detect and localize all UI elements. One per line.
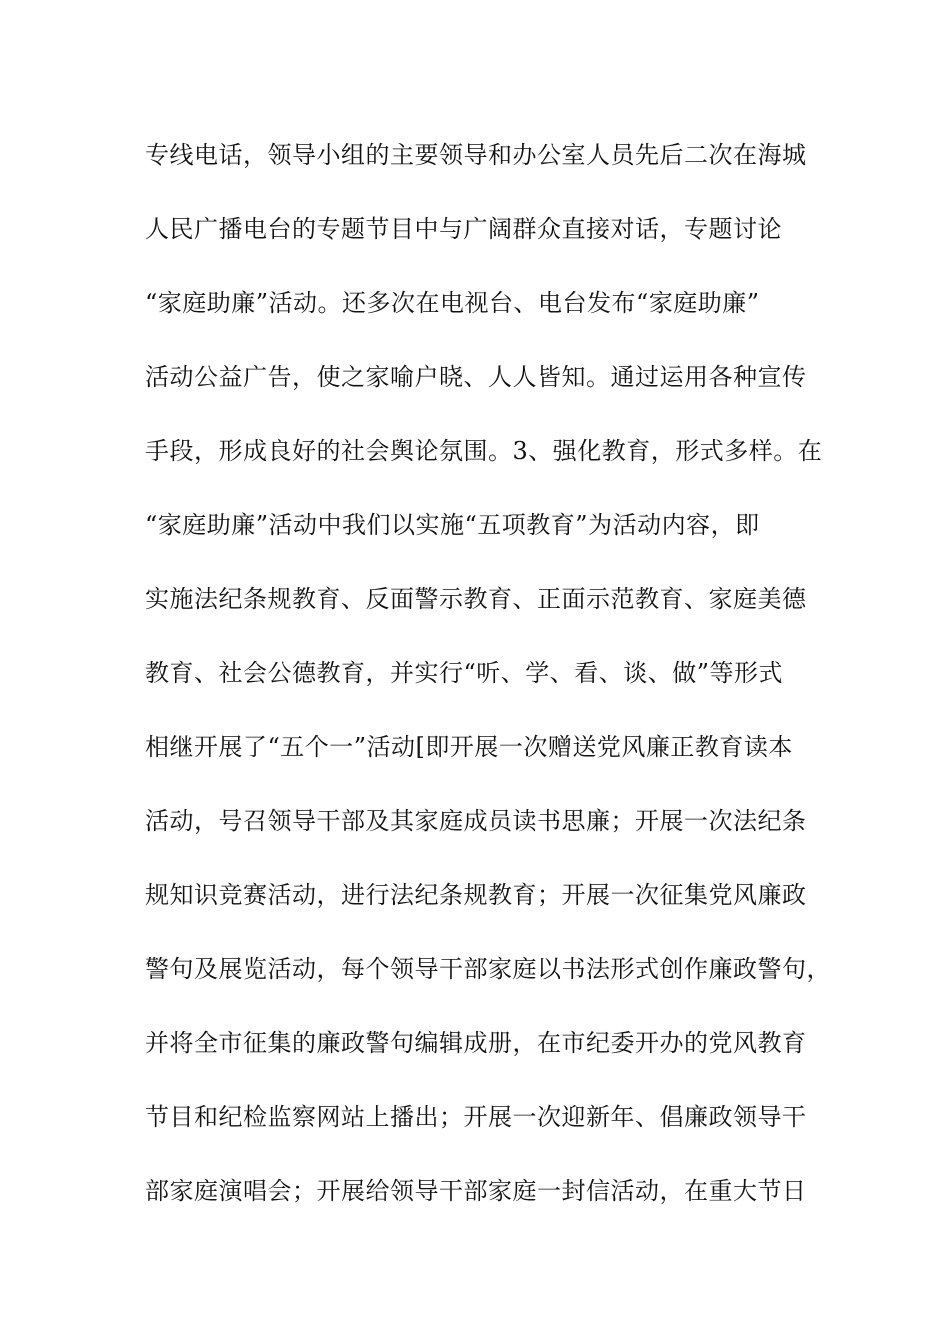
text-line: 部家庭演唱会；开展给领导干部家庭一封信活动，在重大节日: [145, 1177, 807, 1205]
text-line: 规知识竞赛活动，进行法纪条规教育；开展一次征集党风廉政: [145, 881, 807, 909]
text-line: 手段，形成良好的社会舆论氛围。3、强化教育，形式多样。在: [145, 437, 823, 465]
text-line: 节目和纪检监察网站上播出；开展一次迎新年、倡廉政领导干: [145, 1103, 807, 1131]
text-line: “家庭助廉”活动中我们以实施“五项教育”为活动内容，即: [145, 511, 760, 539]
text-line: 相继开展了“五个一”活动[即开展一次赠送党风廉正教育读本: [145, 733, 793, 761]
text-line: 教育、社会公德教育，并实行“听、学、看、谈、做”等形式: [145, 659, 784, 687]
text-line: 专线电话，领导小组的主要领导和办公室人员先后二次在海城: [145, 141, 807, 169]
document-body: [145, 132, 835, 1242]
text-line: “家庭助廉”活动。还多次在电视台、电台发布“家庭助廉”: [145, 289, 760, 317]
text-line: 警句及展览活动，每个领导干部家庭以书法形式创作廉政警句，: [145, 955, 831, 983]
text-line: 并将全市征集的廉政警句编辑成册，在市纪委开办的党风教育: [145, 1029, 807, 1057]
text-line: 人民广播电台的专题节目中与广阔群众直接对话，专题讨论: [145, 215, 782, 243]
text-line: 活动公益广告，使之家喻户晓、人人皆知。通过运用各种宣传: [145, 363, 807, 391]
text-line: 活动，号召领导干部及其家庭成员读书思廉；开展一次法纪条: [145, 807, 807, 835]
text-line: 实施法纪条规教育、反面警示教育、正面示范教育、家庭美德: [145, 585, 807, 613]
